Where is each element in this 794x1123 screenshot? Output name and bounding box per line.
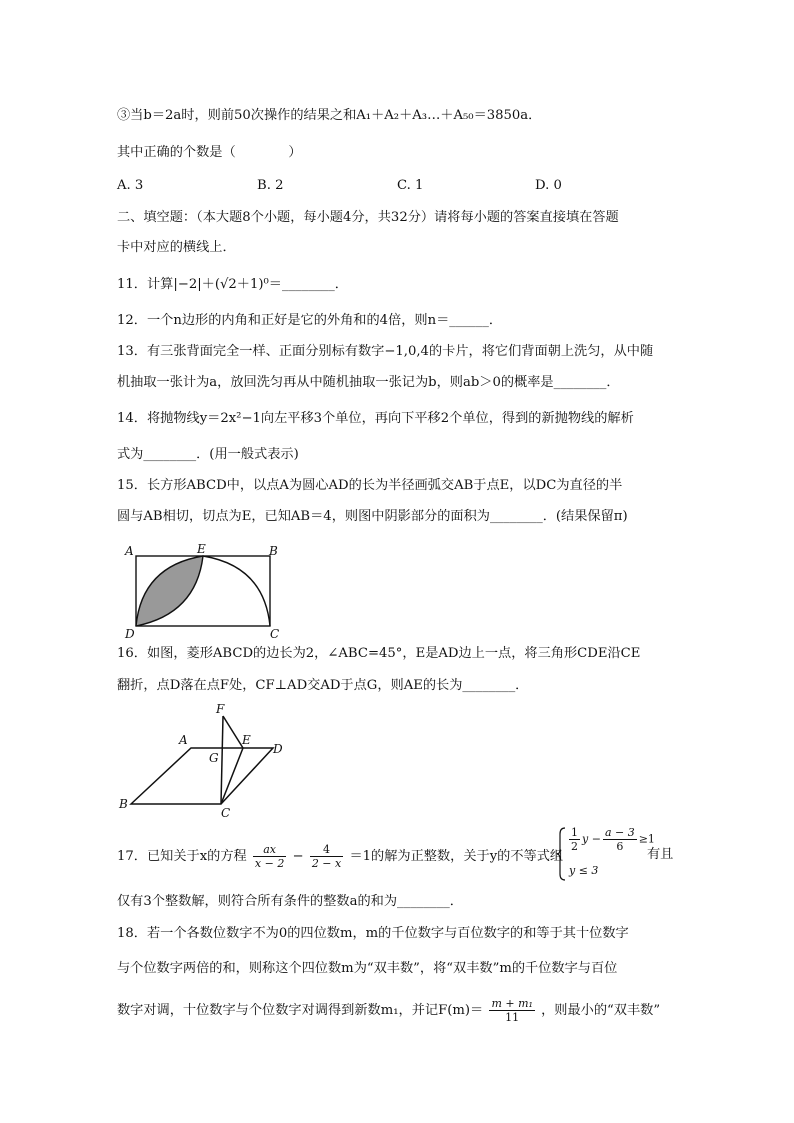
q17-frac1-num: ax — [253, 843, 286, 857]
label-c: C — [270, 627, 280, 638]
figure-16-rhombus — [115, 700, 295, 820]
q18-tail: ，则最小的“双丰数” — [541, 1003, 661, 1018]
q17-fraction-2 — [310, 843, 343, 870]
label-b: B — [119, 797, 128, 811]
question-prompt: 其中正确的个数是（ ） — [117, 145, 302, 160]
segment-cf — [221, 716, 223, 804]
section-2-heading: 二、填空题：（本大题8个小题，每小题4分，共32分）请将每小题的答案直接填在答题 — [117, 210, 619, 225]
label-f: F — [216, 702, 225, 716]
q17-mid: ＝1的解为正整数，关于y的不等式组 — [349, 849, 564, 864]
section-2-heading-cont: 卡中对应的横线上． — [117, 240, 236, 255]
question-18-cont-2 — [117, 997, 660, 1024]
label-e: E — [242, 733, 251, 747]
question-15: 15．长方形ABCD中，以点A为圆心AD的长为半径画弧交AB于点E，以DC为直径的半 — [117, 478, 623, 493]
q18-fraction — [489, 997, 534, 1024]
question-18: 18．若一个各数位数字不为0的四位数m，m的千位数字与百位数字的和等于其十位数字 — [117, 926, 629, 941]
q17-sys-frac-den: 6 — [616, 840, 624, 853]
brace-icon — [557, 826, 567, 882]
label-c: C — [221, 806, 231, 820]
label-d: D — [125, 627, 135, 638]
question-15-cont: 圆与AB相切，切点为E，已知AB＝4，则图中阴影部分的面积为________．(结果保留π) — [117, 509, 628, 524]
q18-frac-den: 11 — [505, 1011, 520, 1024]
question-11: 11．计算|−2|＋(√2＋1)⁰＝________． — [117, 277, 348, 292]
figure-15-rectangle — [120, 542, 290, 638]
q18-frac-num: m + m₁ — [491, 997, 533, 1010]
q17-frac2-den: 2 − x — [311, 857, 342, 870]
q17-frac2-num: 4 — [310, 843, 343, 857]
question-16: 16．如图，菱形ABCD的边长为2，∠ABC=45°，E是AD边上一点，将三角形CDE沿CE — [117, 646, 641, 661]
q17-fraction-1 — [253, 843, 286, 870]
q17-half-den: 2 — [571, 840, 578, 853]
q17-sys1-rhs: ≥1 — [638, 832, 655, 846]
q17-minus: − — [292, 849, 304, 864]
option-b: B. 2 — [257, 178, 284, 193]
label-e: E — [197, 542, 206, 556]
q17-sys-row-1 — [567, 826, 655, 853]
question-14: 14．将抛物线y＝2x²−1向左平移3个单位，再向下平移2个单位，得到的新抛物线的解析 — [117, 411, 634, 426]
label-a: A — [125, 544, 134, 558]
q18-lead: 数字对调，十位数字与个位数字对调得到新数m₁，并记F(m)＝ — [117, 1003, 484, 1018]
segment-fe — [223, 716, 243, 748]
question-18-cont-1: 与个位数字两倍的和，则称这个四位数m为“双丰数”，将“双丰数”m的千位数字与百位 — [117, 961, 618, 976]
q17-frac1-den: x − 2 — [254, 857, 285, 870]
label-g: G — [209, 751, 219, 765]
question-16-cont: 翻折，点D落在点F处，CF⊥AD交AD于点G，则AE的长为________． — [117, 678, 529, 693]
segment-ce — [221, 748, 243, 804]
q17-sys1-y: y − — [582, 832, 601, 846]
q17-sys-frac-num: a − 3 — [604, 826, 635, 839]
statement-3: ③当b＝2a时，则前50次操作的结果之和A₁＋A₂＋A₃…＋A₅₀＝3850a． — [117, 108, 542, 123]
rhombus-abcd — [131, 748, 273, 804]
label-d: D — [273, 742, 283, 756]
question-12: 12．一个n边形的内角和正好是它的外角和的4倍，则n＝______． — [117, 313, 503, 328]
question-13-cont: 机抽取一张计为a，放回洗匀再从中随机抽取一张记为b，则ab＞0的概率是________． — [117, 375, 620, 390]
q17-sys-frac — [603, 826, 637, 853]
q17-tail: 有且 — [647, 847, 674, 862]
q17-sys-row-2: y ≤ 3 — [569, 864, 599, 877]
question-14-cont: 式为________．(用一般式表示) — [117, 447, 299, 462]
question-17 — [117, 843, 563, 870]
option-a: A. 3 — [117, 178, 144, 193]
question-17-cont: 仅有3个整数解，则符合所有条件的整数a的和为________． — [117, 894, 463, 909]
q17-half-num: 1 — [571, 826, 578, 839]
q17-inequality-system — [557, 826, 655, 882]
label-b: B — [269, 544, 278, 558]
question-13: 13．有三张背面完全一样、正面分别标有数字−1,0,4的卡片，将它们背面朝上洗匀，从中随 — [117, 344, 654, 359]
q17-lead: 17．已知关于x的方程 — [117, 849, 247, 864]
option-c: C. 1 — [397, 178, 424, 193]
label-a: A — [179, 733, 188, 747]
option-d: D. 0 — [535, 178, 562, 193]
q17-sys-half — [569, 826, 580, 853]
